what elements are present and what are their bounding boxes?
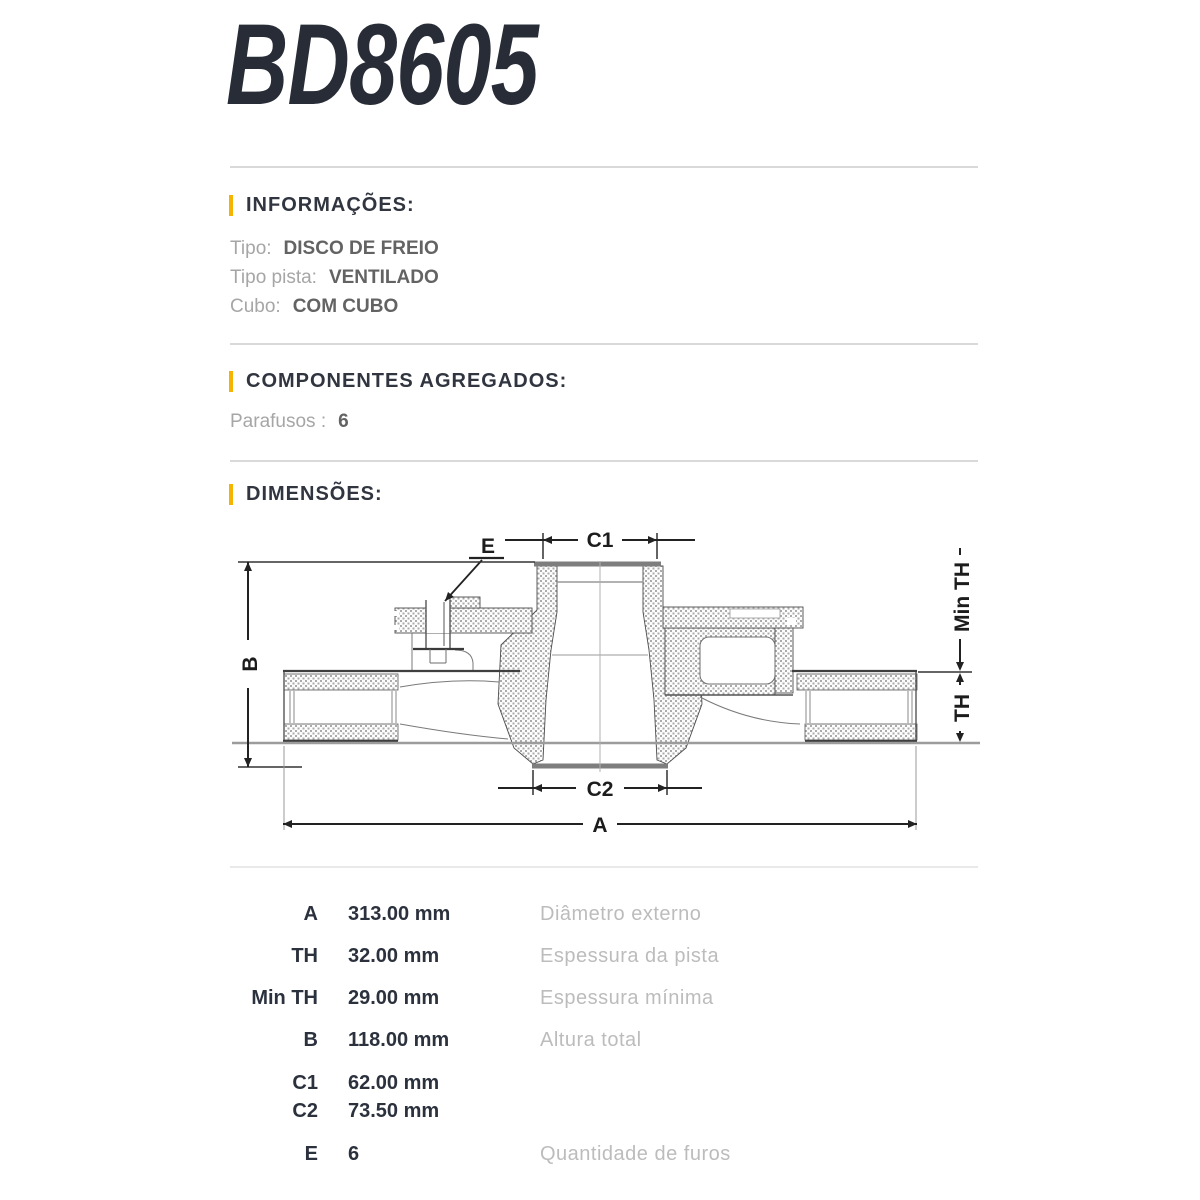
- dim-label-min-th: Min TH: [951, 562, 974, 632]
- dim-value: 29.00 mm: [348, 987, 440, 1009]
- accent-bar-icon: [229, 371, 233, 392]
- dim-key: TH: [291, 945, 318, 967]
- dim-label-th: TH: [951, 694, 974, 722]
- arrow-icon: [956, 673, 964, 682]
- flange-left-notch: [393, 625, 399, 630]
- bell-window-right: [700, 637, 775, 684]
- vent-silhouette: [700, 697, 800, 724]
- section-heading-dimensoes: [229, 483, 383, 506]
- flange-left-section: [395, 608, 532, 633]
- dim-desc: Espessura da pista: [540, 945, 720, 967]
- dim-label-a: A: [592, 814, 608, 837]
- dim-desc: Espessura mínima: [540, 987, 714, 1009]
- dim-desc: Altura total: [540, 1029, 642, 1051]
- components-row-parafusos: [230, 411, 349, 433]
- brake-disc-technical-drawing: [215, 515, 990, 875]
- dim-label-b: B: [239, 656, 262, 672]
- components-value-parafusos: 6: [338, 411, 349, 432]
- divider-top: [230, 166, 978, 168]
- dim-label-c2: C2: [586, 778, 614, 801]
- dim-key: C2: [292, 1100, 318, 1122]
- info-value-tipo: DISCO DE FREIO: [283, 238, 439, 259]
- vent-silhouette: [400, 724, 508, 739]
- dim-key: B: [303, 1029, 318, 1051]
- hub-bell-left-section: [498, 566, 557, 764]
- arrow-icon: [244, 562, 252, 571]
- bolt-hole-left: [426, 603, 450, 633]
- arrow-icon: [956, 662, 964, 671]
- flange-right-notch: [787, 618, 796, 625]
- pad-top-left: [284, 674, 398, 690]
- dim-key: E: [304, 1143, 318, 1165]
- info-label-tipo: Tipo:: [230, 238, 272, 259]
- dim-value: 62.00 mm: [348, 1072, 440, 1094]
- section-heading-informacoes: [229, 194, 415, 217]
- arrow-icon: [956, 733, 964, 742]
- info-label-tipo-pista: Tipo pista:: [230, 267, 317, 288]
- componentes-heading-text: COMPONENTES AGREGADOS:: [246, 370, 568, 392]
- flange-left-boss: [450, 597, 480, 608]
- dim-key: C1: [292, 1072, 318, 1094]
- dim-desc: Diâmetro externo: [540, 903, 702, 925]
- dim-desc: Quantidade de furos: [540, 1143, 731, 1165]
- flange-left-notch: [393, 611, 399, 616]
- divider-info-components: [230, 343, 978, 345]
- informacoes-heading-text: INFORMAÇÕES:: [246, 194, 415, 216]
- pad-bottom-left: [284, 724, 398, 740]
- arrow-icon: [543, 536, 552, 544]
- dim-value: 118.00 mm: [348, 1029, 450, 1051]
- pad-bottom-right: [805, 724, 917, 740]
- dim-key: Min TH: [251, 987, 318, 1009]
- pad-top-right: [797, 674, 917, 690]
- accent-bar-icon: [229, 195, 233, 216]
- info-label-cubo: Cubo:: [230, 296, 281, 317]
- dim-label-th-group: [950, 685, 974, 731]
- dim-label-c2-group: [576, 777, 624, 801]
- dim-key: A: [303, 903, 318, 925]
- dim-label-b-group: [238, 640, 262, 688]
- info-row-tipo: [230, 238, 439, 260]
- divider-drawing-table: [230, 866, 978, 868]
- dim-label-min-th-group: [950, 555, 974, 639]
- vent-silhouette: [400, 681, 499, 687]
- dim-label-a-group: [583, 813, 617, 837]
- info-row-tipo-pista: [230, 267, 439, 289]
- info-value-tipo-pista: VENTILADO: [328, 267, 439, 288]
- components-label-parafusos: Parafusos :: [230, 411, 327, 432]
- accent-bar-icon: [229, 484, 233, 505]
- bolt-hole-right: [730, 609, 780, 618]
- divider-components-dimensions: [230, 460, 978, 462]
- dim-label-e-group: [474, 534, 502, 558]
- dim-label-c1: C1: [586, 529, 614, 552]
- info-value-cubo: COM CUBO: [292, 296, 399, 317]
- info-row-cubo: [230, 296, 398, 318]
- arrow-icon: [658, 784, 667, 792]
- arrow-icon: [533, 784, 542, 792]
- section-heading-componentes: [229, 370, 567, 393]
- dim-value: 313.00 mm: [348, 903, 451, 925]
- dim-value: 6: [348, 1143, 360, 1165]
- dim-label-e: E: [480, 535, 496, 558]
- dim-label-c1-group: [578, 528, 622, 552]
- dim-value: 32.00 mm: [348, 945, 440, 967]
- arrow-icon: [648, 536, 657, 544]
- dimensoes-heading-text: DIMENSÕES:: [246, 483, 383, 505]
- flange-right-lip: [775, 628, 793, 693]
- page-title: BD8605: [226, 1, 538, 129]
- dim-value: 73.50 mm: [348, 1100, 440, 1122]
- arrow-icon: [244, 758, 252, 767]
